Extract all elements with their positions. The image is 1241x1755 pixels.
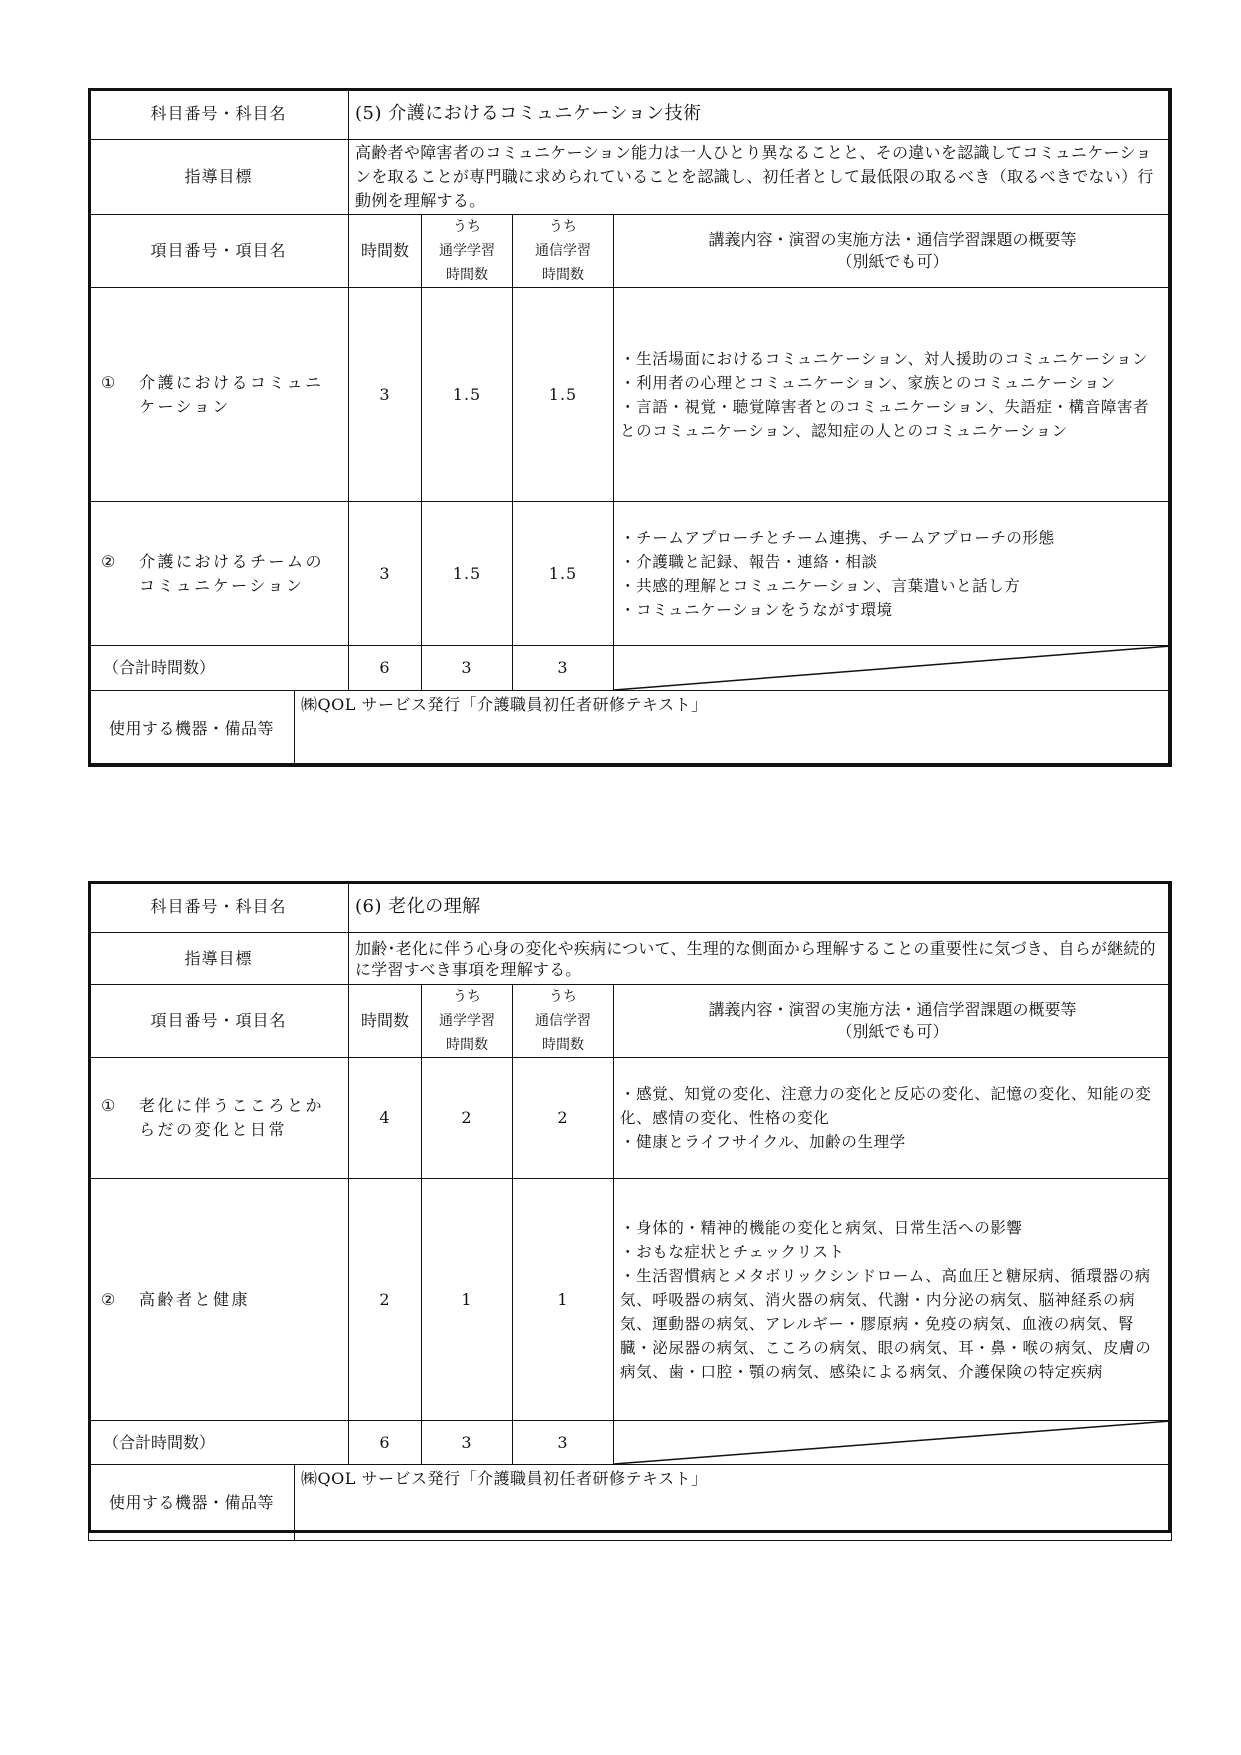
total-hours: 6	[349, 1421, 422, 1465]
item-header: 項目番号・項目名	[89, 215, 349, 288]
correspondence-hours-header	[513, 215, 614, 288]
subject-name: (5) 介護におけるコミュニケーション技術	[349, 89, 1172, 140]
content-header-line1: 講義内容・演習の実施方法・通信学習課題の概要等	[708, 230, 1077, 249]
item-marker: ①	[101, 372, 116, 392]
total-commute-hours: 3	[422, 646, 513, 691]
commute-header-line1: うち	[453, 989, 482, 1005]
correspondence-hours-header	[513, 985, 614, 1058]
total-label: （合計時間数）	[89, 646, 349, 691]
content-header-line2: （別紙でも可）	[836, 1022, 949, 1041]
table-row	[89, 1179, 1172, 1421]
total-corr-hours: 3	[513, 1421, 614, 1465]
total-hours: 6	[349, 646, 422, 691]
equipment-label: 使用する機器・備品等	[89, 691, 295, 767]
commute-header-line3: 時間数	[446, 1037, 489, 1053]
hours-header: 時間数	[349, 215, 422, 288]
total-commute-hours: 3	[422, 1421, 513, 1465]
item-name-cell	[89, 288, 349, 502]
item-name-cell	[89, 1179, 349, 1421]
total-corr-hours: 3	[513, 646, 614, 691]
corr-header-line1: うち	[549, 219, 578, 235]
content-header	[614, 985, 1172, 1058]
content-header-line1: 講義内容・演習の実施方法・通信学習課題の概要等	[708, 1000, 1077, 1019]
goal-text: 加齢･老化に伴う心身の変化や疾病について、生理的な側面から理解することの重要性に気づき、自らが継続的に学習すべき事項を理解する。	[349, 933, 1172, 985]
goal-label: 指導目標	[89, 140, 349, 215]
item-hours: 4	[349, 1058, 422, 1179]
subject-label: 科目番号・科目名	[89, 882, 349, 933]
content-header-line2: （別紙でも可）	[836, 252, 949, 271]
item-content: ・チームアプローチとチーム連携、チームアプローチの形態 ・介護職と記録、報告・連絡・相談 ・共感的理解とコミュニケーション、言葉遣いと話し方 ・コミュニケーションをうながす環境	[614, 502, 1172, 646]
syllabus-table-2	[88, 881, 1172, 1541]
item-name-cell	[89, 1058, 349, 1179]
item-hours: 2	[349, 1179, 422, 1421]
table-row	[89, 1058, 1172, 1179]
content-header	[614, 215, 1172, 288]
totals-row	[89, 646, 1172, 691]
commute-header-line2: 通学学習	[439, 1013, 496, 1029]
item-corr-hours: 1.5	[513, 502, 614, 646]
item-commute-hours: 1.5	[422, 502, 513, 646]
commute-header-line2: 通学学習	[439, 243, 496, 259]
corr-header-line3: 時間数	[542, 267, 585, 283]
item-commute-hours: 1	[422, 1179, 513, 1421]
commute-hours-header	[422, 215, 513, 288]
item-header: 項目番号・項目名	[89, 985, 349, 1058]
item-name: 老化に伴うこころとからだの変化と日常	[139, 1096, 325, 1139]
item-name: 高齢者と健康	[139, 1289, 251, 1309]
empty-diagonal-cell	[614, 646, 1172, 691]
diagonal-line	[614, 646, 1171, 690]
equipment-text: ㈱QOL サービス発行「介護職員初任者研修テキスト」	[295, 691, 1172, 767]
diagonal-line	[614, 1421, 1171, 1464]
empty-diagonal-cell	[614, 1421, 1172, 1465]
item-hours: 3	[349, 502, 422, 646]
item-name: 介護におけるコミュニケーション	[139, 372, 324, 416]
commute-header-line3: 時間数	[446, 267, 489, 283]
item-marker: ②	[101, 1289, 116, 1309]
item-commute-hours: 2	[422, 1058, 513, 1179]
equipment-row	[89, 1465, 1172, 1541]
equipment-label: 使用する機器・備品等	[89, 1465, 295, 1541]
syllabus-table-1	[88, 88, 1172, 767]
goal-text: 高齢者や障害者のコミュニケーション能力は一人ひとり異なることと、その違いを認識してコミュニケーションを取ることが専門職に求められていることを認識し、初任者として最低限の取るべき（取るべきでない）行動例を理解する。	[349, 140, 1172, 215]
subject-name: (6) 老化の理解	[349, 882, 1172, 933]
total-label: （合計時間数）	[89, 1421, 349, 1465]
item-content: ・生活場面におけるコミュニケーション、対人援助のコミュニケーション ・利用者の心理とコミュニケーション、家族とのコミュニケーション ・言語・視覚・聴覚障害者とのコミュニケーション、失語症・構音障害者とのコミュニケーション、認知症の人とのコミュニケーション	[614, 288, 1172, 502]
commute-header-line1: うち	[453, 219, 482, 235]
hours-header: 時間数	[349, 985, 422, 1058]
item-content: ・身体的・精神的機能の変化と病気、日常生活への影響 ・おもな症状とチェックリスト ・生活習慣病とメタボリックシンドローム、高血圧と糖尿病、循環器の病気、呼吸器の病気、消火器の病気、代謝・内分泌の病気、脳神経系の病気、運動器の病気、アレルギー・膠原病・免疫の病気、血液の病気、腎臓・泌尿器の病気、こころの病気、眼の病気、耳・鼻・喉の病気、皮膚の病気、歯・口腔・顎の病気、感染による病気、介護保険の特定疾病	[614, 1179, 1172, 1421]
item-marker: ①	[101, 1096, 116, 1115]
goal-label: 指導目標	[89, 933, 349, 985]
item-name: 介護におけるチームのコミュニケーション	[139, 551, 325, 595]
item-hours: 3	[349, 288, 422, 502]
commute-hours-header	[422, 985, 513, 1058]
corr-header-line2: 通信学習	[535, 1013, 592, 1029]
equipment-text: ㈱QOL サービス発行「介護職員初任者研修テキスト」	[295, 1465, 1172, 1541]
equipment-row	[89, 691, 1172, 767]
item-commute-hours: 1.5	[422, 288, 513, 502]
item-marker: ②	[101, 551, 116, 571]
corr-header-line3: 時間数	[542, 1037, 585, 1053]
corr-header-line1: うち	[549, 989, 578, 1005]
table-row	[89, 288, 1172, 502]
item-corr-hours: 1	[513, 1179, 614, 1421]
table-row	[89, 502, 1172, 646]
item-content: ・感覚、知覚の変化、注意力の変化と反応の変化、記憶の変化、知能の変化、感情の変化、性格の変化 ・健康とライフサイクル、加齢の生理学	[614, 1058, 1172, 1179]
corr-header-line2: 通信学習	[535, 243, 592, 259]
totals-row	[89, 1421, 1172, 1465]
item-corr-hours: 2	[513, 1058, 614, 1179]
item-corr-hours: 1.5	[513, 288, 614, 502]
item-name-cell	[89, 502, 349, 646]
subject-label: 科目番号・科目名	[89, 89, 349, 140]
